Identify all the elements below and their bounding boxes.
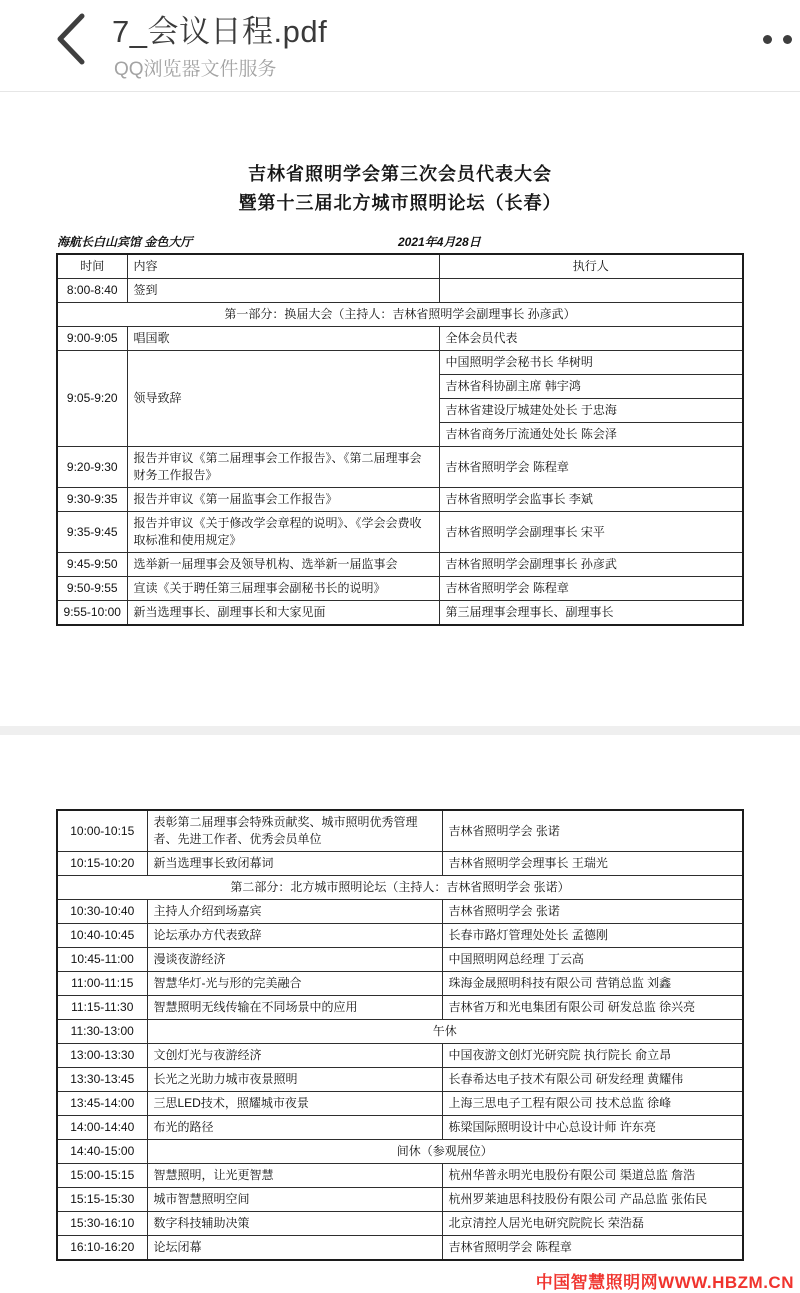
agenda-row (57, 948, 743, 972)
agenda-row (57, 447, 743, 488)
back-button[interactable] (48, 10, 94, 68)
agenda-table-morning (56, 253, 744, 626)
executor-cell: 长春希达电子技术有限公司 研发经理 黄耀伟 (442, 1068, 743, 1092)
executor-cell: 吉林省照明学会 张诺 (442, 810, 743, 852)
agenda-row (57, 279, 743, 303)
executor-cell: 吉林省照明学会 张诺 (442, 900, 743, 924)
content-cell: 领导致辞 (127, 351, 439, 447)
time-cell: 11:00-11:15 (57, 972, 147, 996)
executor-cell: 北京清控人居光电研究院院长 荣浩磊 (442, 1212, 743, 1236)
executor-cell: 杭州华普永明光电股份有限公司 渠道总监 詹浩 (442, 1164, 743, 1188)
section-row (57, 303, 743, 327)
time-cell: 15:15-15:30 (57, 1188, 147, 1212)
content-cell: 选举新一届理事会及领导机构、选举新一届监事会 (127, 553, 439, 577)
executor-cell: 栋梁国际照明设计中心总设计师 许东亮 (442, 1116, 743, 1140)
pdf-page-2 (0, 809, 800, 1293)
content-cell: 表彰第二届理事会特殊贡献奖、城市照明优秀管理者、先进工作者、优秀会员单位 (147, 810, 442, 852)
time-cell: 13:00-13:30 (57, 1044, 147, 1068)
menu-dot-icon (783, 35, 792, 44)
agenda-row (57, 1212, 743, 1236)
agenda-row (57, 1164, 743, 1188)
document-title-line2: 暨第十三届北方城市照明论坛（长春） (238, 193, 562, 213)
agenda-row (57, 972, 743, 996)
agenda-row (57, 924, 743, 948)
time-cell: 9:50-9:55 (57, 577, 127, 601)
break-label-cell: 间休（参观展位） (147, 1140, 743, 1164)
file-service-label: QQ浏览器文件服务 (114, 59, 277, 80)
more-menu-button[interactable] (752, 24, 798, 54)
file-title: 7_会议日程.pdf (112, 14, 328, 49)
content-cell: 报告并审议《第一届监事会工作报告》 (127, 488, 439, 512)
content-cell: 漫谈夜游经济 (147, 948, 442, 972)
content-cell: 新当选理事长、副理事长和大家见面 (127, 601, 439, 626)
content-cell: 报告并审议《第二届理事会工作报告》、《第二届理事会财务工作报告》 (127, 447, 439, 488)
time-cell: 13:45-14:00 (57, 1092, 147, 1116)
time-cell: 11:15-11:30 (57, 996, 147, 1020)
time-cell: 9:05-9:20 (57, 351, 127, 447)
document-title-line1: 吉林省照明学会第三次会员代表大会 (248, 164, 552, 184)
time-cell: 8:00-8:40 (57, 279, 127, 303)
executor-cell: 杭州罗莱迪思科技股份有限公司 产品总监 张佑民 (442, 1188, 743, 1212)
content-cell: 数字科技辅助决策 (147, 1212, 442, 1236)
agenda-row (57, 1188, 743, 1212)
agenda-row (57, 512, 743, 553)
table-header-row (57, 254, 743, 279)
time-cell: 9:30-9:35 (57, 488, 127, 512)
time-cell: 10:40-10:45 (57, 924, 147, 948)
menu-dot-icon (763, 35, 772, 44)
break-row (57, 1140, 743, 1164)
content-cell: 论坛承办方代表致辞 (147, 924, 442, 948)
column-header-time: 时间 (57, 254, 127, 279)
content-cell: 签到 (127, 279, 439, 303)
content-cell: 唱国歌 (127, 327, 439, 351)
time-cell: 9:00-9:05 (57, 327, 127, 351)
agenda-row (57, 577, 743, 601)
agenda-row (57, 996, 743, 1020)
section-title-cell: 第二部分：北方城市照明论坛（主持人：吉林省照明学会 张诺） (57, 876, 743, 900)
content-cell: 文创灯光与夜游经济 (147, 1044, 442, 1068)
executor-cell: 中国照明网总经理 丁云高 (442, 948, 743, 972)
agenda-row (57, 351, 743, 375)
agenda-row (57, 1068, 743, 1092)
executor-cell: 吉林省照明学会副理事长 宋平 (439, 512, 743, 553)
executor-cell: 吉林省万和光电集团有限公司 研发总监 徐兴亮 (442, 996, 743, 1020)
executor-cell: 吉林省建设厅城建处处长 于忠海 (439, 399, 743, 423)
content-cell: 主持人介绍到场嘉宾 (147, 900, 442, 924)
break-row (57, 1020, 743, 1044)
executor-cell: 吉林省照明学会监事长 李斌 (439, 488, 743, 512)
time-cell: 9:20-9:30 (57, 447, 127, 488)
time-cell: 15:30-16:10 (57, 1212, 147, 1236)
time-cell: 10:15-10:20 (57, 852, 147, 876)
executor-cell: 吉林省照明学会理事长 王瑞光 (442, 852, 743, 876)
executor-cell: 全体会员代表 (439, 327, 743, 351)
executor-cell: 第三届理事会理事长、副理事长 (439, 601, 743, 626)
column-header-content: 内容 (127, 254, 439, 279)
executor-cell: 吉林省照明学会 陈程章 (442, 1236, 743, 1261)
content-cell: 论坛闭幕 (147, 1236, 442, 1261)
content-cell: 智慧照明无线传输在不同场景中的应用 (147, 996, 442, 1020)
pdf-page-1 (0, 160, 800, 626)
content-cell: 智慧华灯-光与形的完美融合 (147, 972, 442, 996)
agenda-row (57, 1236, 743, 1261)
executor-cell: 吉林省照明学会 陈程章 (439, 577, 743, 601)
page-separator (0, 726, 800, 735)
content-cell: 城市智慧照明空间 (147, 1188, 442, 1212)
agenda-row (57, 488, 743, 512)
agenda-row (57, 810, 743, 852)
time-cell: 10:00-10:15 (57, 810, 147, 852)
executor-cell: 珠海金晟照明科技有限公司 营销总监 刘鑫 (442, 972, 743, 996)
column-header-executor: 执行人 (439, 254, 743, 279)
content-cell: 新当选理事长致闭幕词 (147, 852, 442, 876)
time-cell: 9:55-10:00 (57, 601, 127, 626)
break-label-cell: 午休 (147, 1020, 743, 1044)
watermark-text: 中国智慧照明网WWW.HBZM.CN (535, 1273, 794, 1292)
executor-cell: 吉林省商务厅流通处处长 陈会泽 (439, 423, 743, 447)
executor-cell: 吉林省照明学会副理事长 孙彦武 (439, 553, 743, 577)
date-label: 2021年4月28日 (398, 235, 481, 249)
agenda-row (57, 601, 743, 626)
document-meta-row (56, 231, 744, 249)
executor-cell: 上海三思电子工程有限公司 技术总监 徐峰 (442, 1092, 743, 1116)
agenda-row (57, 327, 743, 351)
agenda-row (57, 900, 743, 924)
time-cell: 10:30-10:40 (57, 900, 147, 924)
content-cell: 报告并审议《关于修改学会章程的说明》、《学会会费收取标准和使用规定》 (127, 512, 439, 553)
content-cell: 三思LED技术，照耀城市夜景 (147, 1092, 442, 1116)
app-header (0, 0, 800, 92)
agenda-row (57, 553, 743, 577)
time-cell: 14:40-15:00 (57, 1140, 147, 1164)
executor-cell: 长春市路灯管理处处长 孟德刚 (442, 924, 743, 948)
content-cell: 智慧照明，让光更智慧 (147, 1164, 442, 1188)
time-cell: 15:00-15:15 (57, 1164, 147, 1188)
time-cell: 10:45-11:00 (57, 948, 147, 972)
section-title-cell: 第一部分：换届大会（主持人：吉林省照明学会副理事长 孙彦武） (57, 303, 743, 327)
agenda-row (57, 852, 743, 876)
time-cell: 13:30-13:45 (57, 1068, 147, 1092)
time-cell: 16:10-16:20 (57, 1236, 147, 1261)
time-cell: 9:35-9:45 (57, 512, 127, 553)
executor-cell: 中国照明学会秘书长 华树明 (439, 351, 743, 375)
time-cell: 14:00-14:40 (57, 1116, 147, 1140)
agenda-table-afternoon (56, 809, 744, 1261)
content-cell: 布光的路径 (147, 1116, 442, 1140)
chevron-left-icon (48, 55, 94, 72)
section-row (57, 876, 743, 900)
executor-cell: 吉林省科协副主席 韩宇鸿 (439, 375, 743, 399)
executor-cell: 吉林省照明学会 陈程章 (439, 447, 743, 488)
time-cell: 11:30-13:00 (57, 1020, 147, 1044)
executor-cell: 中国夜游文创灯光研究院 执行院长 俞立昂 (442, 1044, 743, 1068)
executor-cell (439, 279, 743, 303)
agenda-row (57, 1092, 743, 1116)
content-cell: 宣读《关于聘任第三届理事会副秘书长的说明》 (127, 577, 439, 601)
content-cell: 长光之光助力城市夜景照明 (147, 1068, 442, 1092)
agenda-row (57, 1044, 743, 1068)
venue-label: 海航长白山宾馆 金色大厅 (57, 235, 193, 249)
time-cell: 9:45-9:50 (57, 553, 127, 577)
agenda-row (57, 1116, 743, 1140)
